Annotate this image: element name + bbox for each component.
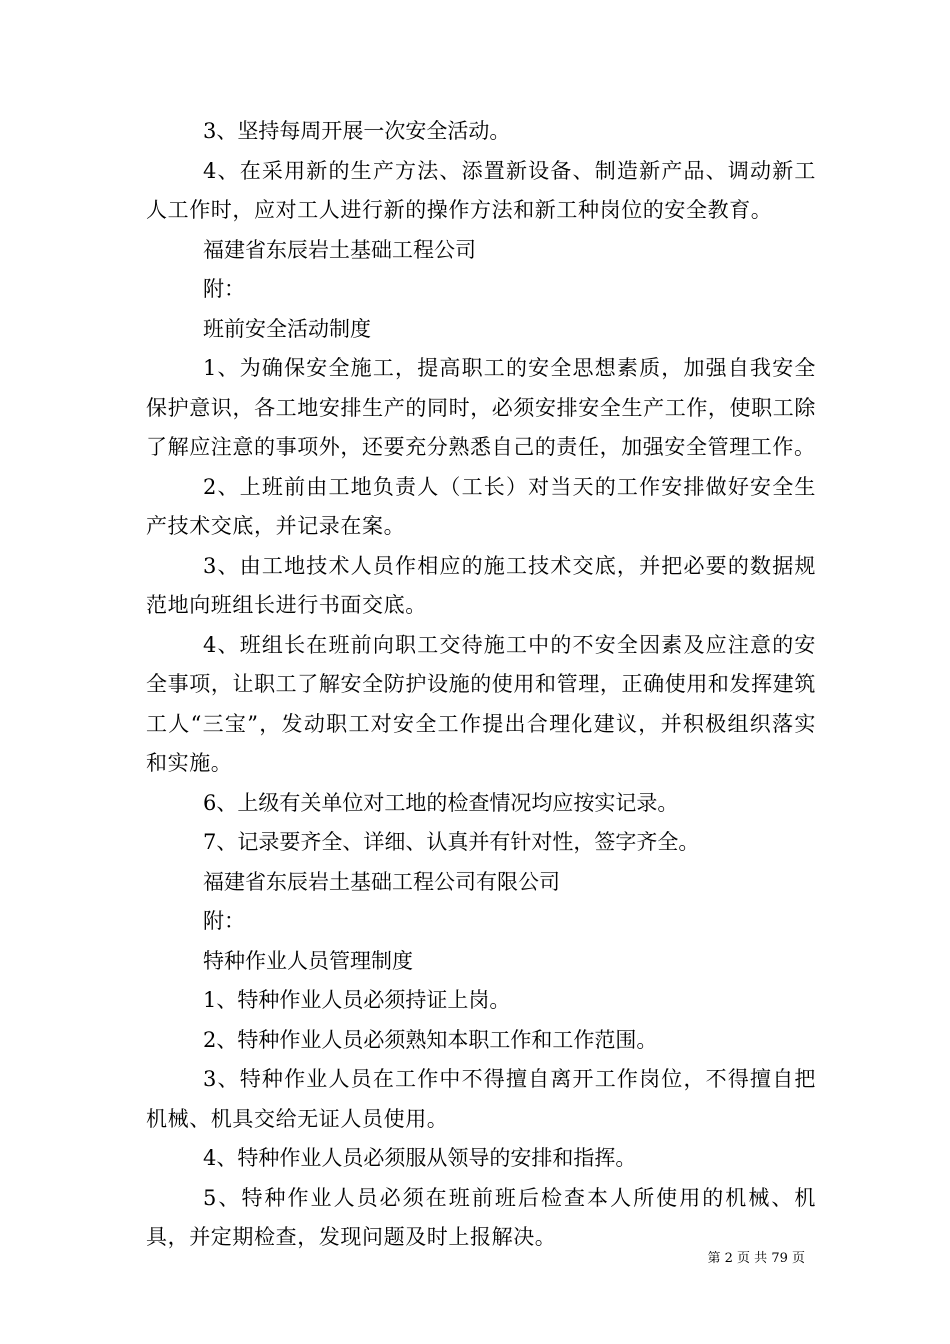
paragraph: 2、上班前由工地负责人（工长）对当天的工作安排做好安全生产技术交底，并记录在案。	[146, 474, 816, 538]
appendix-label: 附：	[203, 909, 245, 933]
paragraph: 2、特种作业人员必须熟知本职工作和工作范围。	[203, 1027, 658, 1052]
company-signature: 福建省东辰岩土基础工程公司有限公司	[203, 869, 560, 894]
paragraph: 3、由工地技术人员作相应的施工技术交底，并把必要的数据规范地向班组长进行书面交底。	[146, 553, 816, 617]
paragraph: 1、特种作业人员必须持证上岗。	[203, 988, 511, 1012]
paragraph: 3、特种作业人员在工作中不得擅自离开工作岗位，不得擅自把机械、机具交给无证人员使用。	[146, 1067, 816, 1131]
appendix-label: 附：	[203, 277, 245, 301]
company-signature: 福建省东辰岩土基础工程公司	[203, 237, 476, 262]
section-title: 特种作业人员管理制度	[203, 948, 413, 973]
paragraph: 3、坚持每周开展一次安全活动。	[203, 119, 511, 143]
paragraph: 4、班组长在班前向职工交待施工中的不安全因素及应注意的安全事项，让职工了解安全防护设施的使用和管理，正确使用和发挥建筑工人“三宝”，发动职工对安全工作提出合理化建议，并积极组织落实和实施。	[146, 632, 816, 775]
paragraph: 1、为确保安全施工，提高职工的安全思想素质，加强自我安全保护意识，各工地安排生产的同时，必须安排安全生产工作，使职工除了解应注意的事项外，还要充分熟悉自己的责任，加强安全管理工作。	[146, 356, 816, 459]
paragraph: 4、在采用新的生产方法、添置新设备、制造新产品、调动新工人工作时，应对工人进行新的操作方法和新工种岗位的安全教育。	[146, 158, 816, 222]
paragraph: 4、特种作业人员必须服从领导的安排和指挥。	[203, 1146, 637, 1170]
page-number: 第 2 页 共 79 页	[707, 1251, 805, 1266]
section-title: 班前安全活动制度	[203, 316, 371, 341]
paragraph: 5、特种作业人员必须在班前班后检查本人所使用的机械、机具，并定期检查，发现问题及时上报解决。	[146, 1185, 816, 1249]
paragraph: 6、上级有关单位对工地的检查情况均应按实记录。	[203, 790, 679, 815]
paragraph: 7、记录要齐全、详细、认真并有针对性，签字齐全。	[203, 830, 700, 854]
document-body	[146, 112, 816, 1258]
